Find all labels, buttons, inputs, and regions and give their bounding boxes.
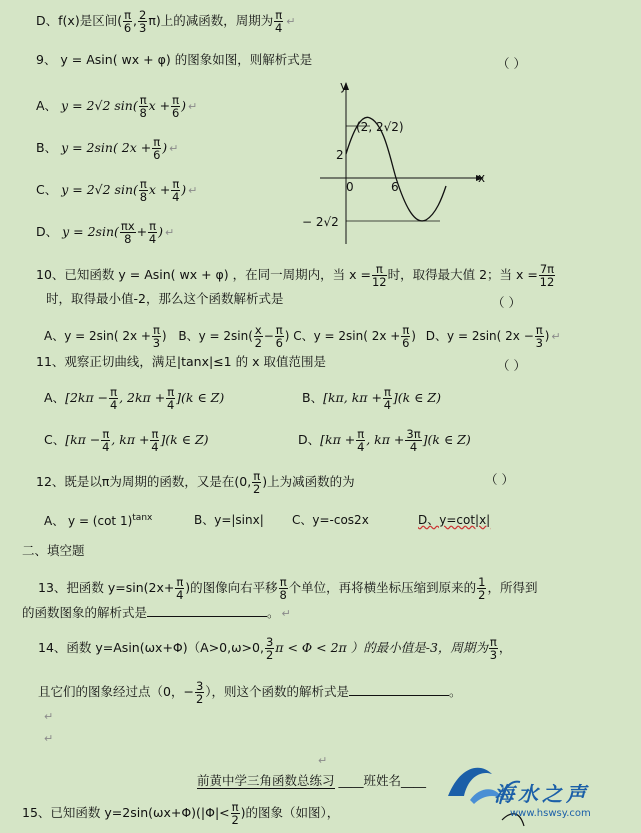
fraction: $\frac{x}{2}$ (254, 323, 262, 351)
q9-answer-paren: （ ） (497, 56, 526, 71)
sine-graph (300, 78, 500, 246)
fraction: $\frac{\pi}{4}$ (176, 575, 184, 603)
fraction: $\frac{3}{2}$ (195, 679, 204, 707)
fraction: $\frac{\pi}{12}$ (371, 262, 387, 290)
fraction: $\frac{\pi x}{8}$ (120, 219, 135, 247)
q10-answer-paren: （ ） (492, 295, 521, 310)
text: y = 2√2 sin( (61, 182, 138, 198)
origin-label: 0 (346, 180, 354, 194)
text: x + (148, 182, 171, 198)
paragraph-mark: ↵ (318, 754, 328, 767)
fraction: $\frac{\pi}{4}$ (275, 8, 283, 36)
q9-stem: 9、 y = Asin( wx + φ) 的图象如图，则解析式是 (36, 52, 313, 67)
exam-title: 前黄中学三角函数总练习 (197, 773, 335, 788)
q14-line2: 且它们的图象经过点（0，− $\frac{3}{2}$ ），则这个函数的解析式是 。 (38, 679, 462, 707)
fraction: $\frac{2}{3}$ (139, 8, 147, 36)
q11-option-c: C、[kπ − $\frac{\pi}{4}$ , kπ + $\frac{\pi}{4}$ ](k ∈ Z) (44, 427, 209, 455)
text: y = 2sin( (62, 224, 119, 240)
fraction: $\frac{\pi}{4}$ (102, 427, 110, 455)
q12-stem: 12、既是以π为周期的函数，又是在(0, $\frac{\pi}{2}$ )上为减函数的为 (36, 469, 355, 497)
text: , (133, 13, 137, 29)
option-c: C、y=-cos2x (292, 513, 369, 527)
fraction: $\frac{\pi}{3}$ (489, 635, 498, 663)
text: y = 2sin( 2x + (61, 140, 152, 156)
logo-url: www.hswsy.com (510, 808, 591, 819)
logo-text: 海水之声 (494, 782, 590, 806)
option-a: A、 y = (cot 1) (44, 514, 133, 528)
fraction: $\frac{7\pi}{12}$ (539, 262, 555, 290)
q11-option-d: D、[kπ + $\frac{\pi}{4}$ , kπ + $\frac{3\pi}{4}$ ](k ∈ Z) (298, 427, 471, 455)
q8-option-d: D、f(x)是区间( $\frac{\pi}{6}$ , $\frac{2}{3}$ π)上的减函数，周期为 $\frac{\pi}{4}$ ↵ (36, 8, 296, 36)
text: + (136, 224, 148, 240)
option-d: D、y = 2sin( 2x − (425, 329, 534, 344)
text: f(x)是区间( (58, 13, 123, 29)
fraction: $\frac{\pi}{4}$ (172, 177, 180, 205)
option-label: C、 (36, 182, 58, 198)
fraction: $\frac{\pi}{6}$ (402, 323, 410, 351)
text: ) (162, 140, 168, 156)
q10-line1 (36, 263, 556, 288)
fraction: $\frac{\pi}{6}$ (123, 8, 132, 36)
q11-stem: 11、观察正切曲线，满足|tanx|≤1 的 x 取值范围是 (36, 354, 326, 369)
q13-line1: 13、把函数 y=sin(2x+ $\frac{\pi}{4}$ )的图像向右平移 $\frac{\pi}{8}$ 个单位，再将横坐标压缩到原来的 $\frac{1}{2}$ ，所得到 (38, 575, 538, 603)
text: ____ (401, 773, 427, 788)
fraction: $\frac{3}{2}$ (265, 635, 274, 663)
q14-answer-blank[interactable] (349, 695, 449, 696)
paragraph-mark: ↵ (44, 732, 54, 745)
fraction: $\frac{\pi}{4}$ (167, 385, 175, 413)
fraction: $\frac{\pi}{6}$ (171, 93, 180, 121)
y-tick-neg: − 2√2 (302, 215, 339, 229)
option-label: A、 (36, 98, 58, 114)
q15-line: 15、已知函数 y=2sin(ωx+Φ)(|Φ|< $\frac{\pi}{2}$ )的图象（如图）， (22, 800, 340, 828)
option-d: D、y=cot|x| (418, 513, 491, 527)
text: 10、已知函数 y = Asin( wx + φ) ，在同一周期内，当 x = (36, 267, 371, 283)
fraction: $\frac{\pi}{8}$ (139, 177, 148, 205)
option-c: C、y = 2sin( 2x + (293, 329, 401, 344)
option-b: B、y=|sinx| (194, 513, 264, 527)
fraction: $\frac{\pi}{4}$ (151, 427, 159, 455)
fraction: $\frac{\pi}{6}$ (153, 135, 161, 163)
text: y = 2√2 sin( (61, 98, 138, 114)
fraction: $\frac{\pi}{4}$ (148, 219, 157, 247)
q10-options: A、y = 2sin( 2x + $\frac{\pi}{3}$ ) B、y = 2sin( $\frac{x}{2}$ − $\frac{\pi}{6}$ ) C、y = 2sin( 2x + $\frac{\pi}{6}$ ) D、y = 2sin( 2x − $\frac{\pi}{3}$ ) ↵ (44, 323, 561, 351)
y-tick-2: 2 (336, 148, 344, 162)
q11-answer-paren: （ ） (497, 358, 526, 373)
exam-title-line (197, 771, 426, 789)
class-name-label: ____班姓名 (338, 773, 402, 788)
q9-option-a: A、 y = 2√2 sin( $\frac{\pi}{8}$ x + $\frac{\pi}{6}$ ) ↵ (36, 93, 198, 121)
fraction: $\frac{\pi}{2}$ (231, 800, 239, 828)
option-label: D、 (36, 224, 59, 240)
watermark-logo (440, 756, 641, 830)
fraction: $\frac{\pi}{3}$ (152, 323, 161, 351)
section-title-fill-blank: 二、填空题 (22, 543, 85, 558)
fraction: $\frac{\pi}{8}$ (139, 93, 147, 121)
x-tick-6: 6 (391, 180, 399, 194)
q11-option-a: A、[2kπ − $\frac{\pi}{4}$ , 2kπ + $\frac{\pi}{4}$ ](k ∈ Z) (44, 385, 225, 413)
text: ) (181, 98, 186, 114)
fraction: $\frac{\pi}{6}$ (275, 323, 283, 351)
option-label: D、 (36, 13, 59, 29)
text: ) (158, 224, 163, 240)
superscript: tanx (132, 513, 153, 523)
q13-line2: 的函数图象的解析式是 。 ↵ (22, 605, 291, 620)
fraction: $\frac{\pi}{4}$ (383, 385, 392, 413)
q12-options (44, 513, 491, 528)
q13-answer-blank[interactable] (147, 616, 267, 617)
peak-point-label: (2, 2√2) (356, 120, 404, 134)
option-a: A、y = 2sin( 2x + (44, 329, 151, 344)
q9-option-d: D、 y = 2sin( $\frac{\pi x}{8}$ + $\frac{\pi}{4}$ ) ↵ (36, 219, 175, 247)
q14-line1: 14、函数 y=Asin(ωx+Φ)（A>0,ω>0, $\frac{3}{2}$ π < Φ < 2π ）的最小值是-3，周期为 $\frac{\pi}{3}$ ， (38, 635, 512, 663)
text: )上的减函数，周期为 (155, 13, 274, 29)
text: ) (181, 182, 187, 198)
y-axis-label: y (340, 79, 348, 93)
x-axis-label: x (478, 171, 486, 185)
option-label: B、 (36, 140, 58, 156)
fraction: $\frac{\pi}{4}$ (357, 427, 365, 455)
q9-option-c: C、 y = 2√2 sin( $\frac{\pi}{8}$ x + $\frac{\pi}{4}$ ) ↵ (36, 177, 198, 205)
q12-answer-paren: （ ） (485, 472, 514, 487)
text: x + (148, 98, 171, 114)
paragraph-mark: ↵ (44, 710, 54, 723)
fraction: $\frac{\pi}{3}$ (535, 323, 543, 351)
option-b: B、y = 2sin( (178, 329, 253, 344)
q9-option-b: B、 y = 2sin( 2x + $\frac{\pi}{6}$ ) ↵ (36, 135, 179, 163)
fraction: $\frac{\pi}{2}$ (253, 469, 261, 497)
text: π (148, 13, 156, 29)
q11-option-b: B、[kπ, kπ + $\frac{\pi}{4}$ ](k ∈ Z) (302, 385, 441, 413)
q10-line2: 时，取得最小值-2，那么这个函数解析式是 (46, 291, 284, 306)
fraction: $\frac{\pi}{8}$ (279, 575, 287, 603)
fraction: $\frac{3\pi}{4}$ (406, 427, 421, 455)
fraction: $\frac{1}{2}$ (478, 575, 486, 603)
fraction: $\frac{\pi}{4}$ (109, 385, 118, 413)
text: 时，取得最大值 2；当 x = (387, 267, 538, 283)
